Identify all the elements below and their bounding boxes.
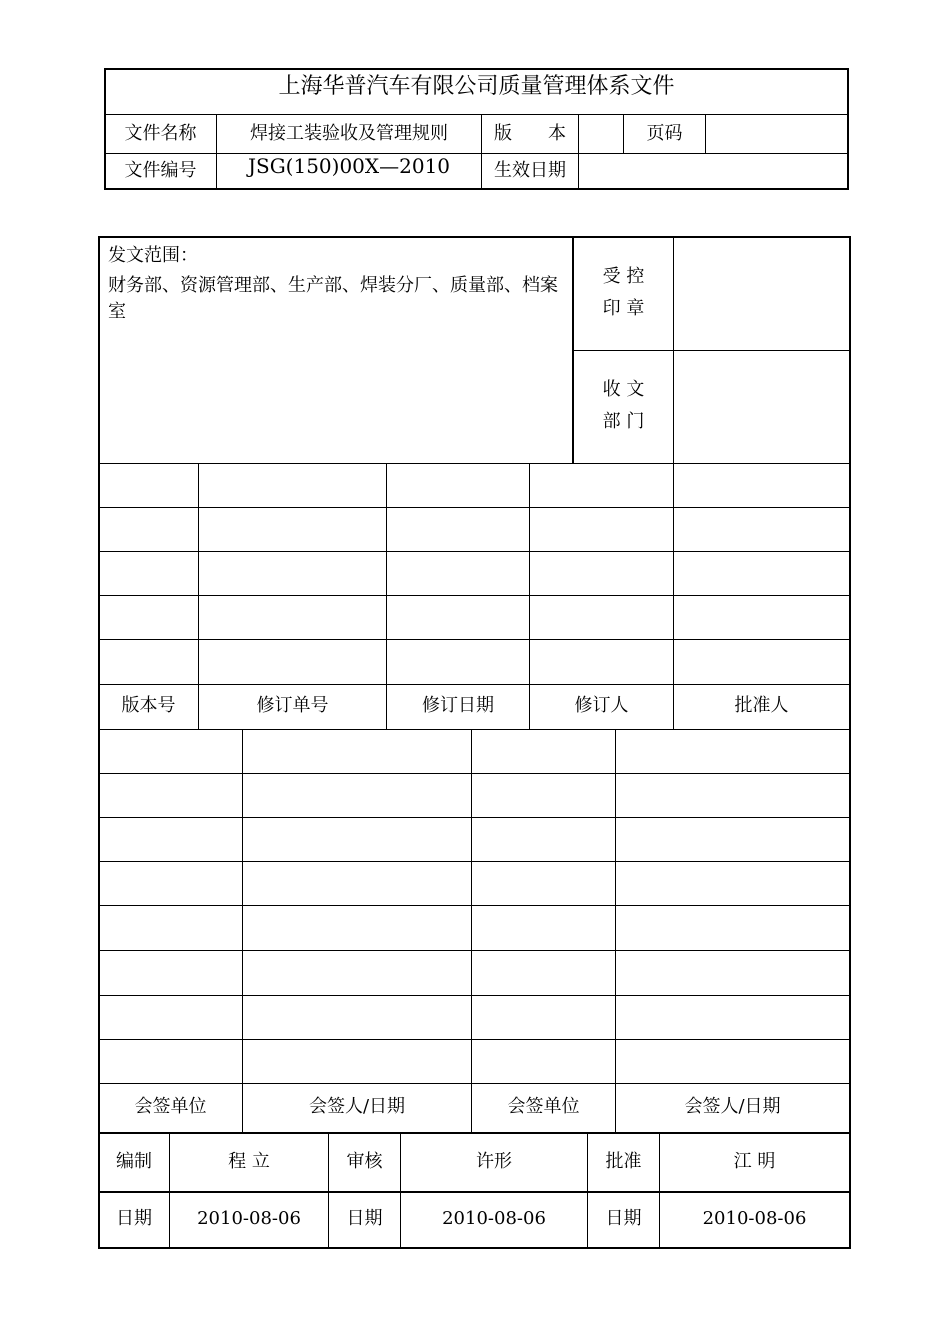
- version-label: 版 本: [494, 123, 566, 144]
- header-col-divider: [578, 114, 579, 189]
- receiving-dept-label: 部 门: [602, 411, 645, 432]
- approved-date: 2010-08-06: [702, 1208, 807, 1229]
- table-row: [99, 817, 849, 818]
- control-stamp-label: 受 控: [602, 266, 645, 287]
- doc-no-value: JSG(150)00X—2010: [247, 154, 451, 178]
- reviewed-label: 审核: [346, 1151, 383, 1172]
- effective-date-label: 生效日期: [494, 160, 566, 181]
- approval-divider: [99, 1191, 849, 1193]
- countersign-col-divider: [615, 729, 616, 1133]
- table-row: [99, 950, 849, 951]
- revision-header-version: 版本号: [121, 695, 176, 716]
- table-row: [99, 905, 849, 906]
- receiving-dept-label: 收 文: [602, 379, 645, 400]
- table-row: [99, 639, 849, 640]
- approved-label: 批准: [605, 1151, 642, 1172]
- control-stamp-label: 印 章: [602, 298, 645, 319]
- countersign-header-signer-date: 会签人/日期: [308, 1096, 406, 1117]
- doc-name-value: 焊接工装验收及管理规则: [250, 123, 448, 144]
- approved-by: 江 明: [733, 1151, 776, 1172]
- table-row: [99, 595, 849, 596]
- countersign-header-signer-date: 会签人/日期: [684, 1096, 781, 1117]
- distribution-bottom: [99, 463, 849, 464]
- header-col-divider: [705, 114, 706, 153]
- table-row: [99, 861, 849, 862]
- table-row: [99, 729, 849, 730]
- compiled-date: 2010-08-06: [197, 1208, 301, 1229]
- revision-col-divider: [529, 463, 530, 729]
- countersign-header-unit: 会签单位: [134, 1096, 207, 1117]
- countersign-col-divider: [471, 729, 472, 1133]
- countersign-bottom: [99, 1132, 849, 1134]
- revision-header-approver: 批准人: [734, 695, 789, 716]
- reviewed-date: 2010-08-06: [442, 1208, 546, 1229]
- doc-no-label: 文件编号: [124, 160, 197, 181]
- table-row: [99, 773, 849, 774]
- table-row: [99, 995, 849, 996]
- revision-header-date: 修订日期: [422, 695, 494, 716]
- date-label: 日期: [605, 1208, 642, 1229]
- revision-col-divider: [198, 463, 199, 729]
- compiled-label: 编制: [116, 1151, 152, 1172]
- table-row: [99, 507, 849, 508]
- reviewed-by: 许形: [476, 1151, 512, 1172]
- table-row: [99, 684, 849, 685]
- compiled-by: 程 立: [228, 1151, 270, 1172]
- revision-header-order-no: 修订单号: [256, 695, 329, 716]
- doc-name-label: 文件名称: [124, 123, 197, 144]
- table-row: [99, 1039, 849, 1040]
- revision-col-divider: [673, 463, 674, 729]
- table-row: [99, 551, 849, 552]
- date-label: 日期: [116, 1208, 152, 1229]
- table-row: [99, 1083, 849, 1084]
- revision-col-divider: [386, 463, 387, 729]
- distribution-scope-value: 财务部、资源管理部、生产部、焊装分厂、质量部、档案室: [108, 275, 558, 322]
- date-label: 日期: [346, 1208, 383, 1229]
- revision-header-reviser: 修订人: [574, 695, 629, 716]
- document-system-title: 上海华普汽车有限公司质量管理体系文件: [278, 74, 675, 99]
- distribution-divider: [572, 350, 849, 351]
- countersign-header-unit: 会签单位: [507, 1096, 580, 1117]
- countersign-col-divider: [242, 729, 243, 1133]
- distribution-scope-label: 发文范围：: [108, 245, 198, 266]
- page-label: 页码: [646, 123, 683, 144]
